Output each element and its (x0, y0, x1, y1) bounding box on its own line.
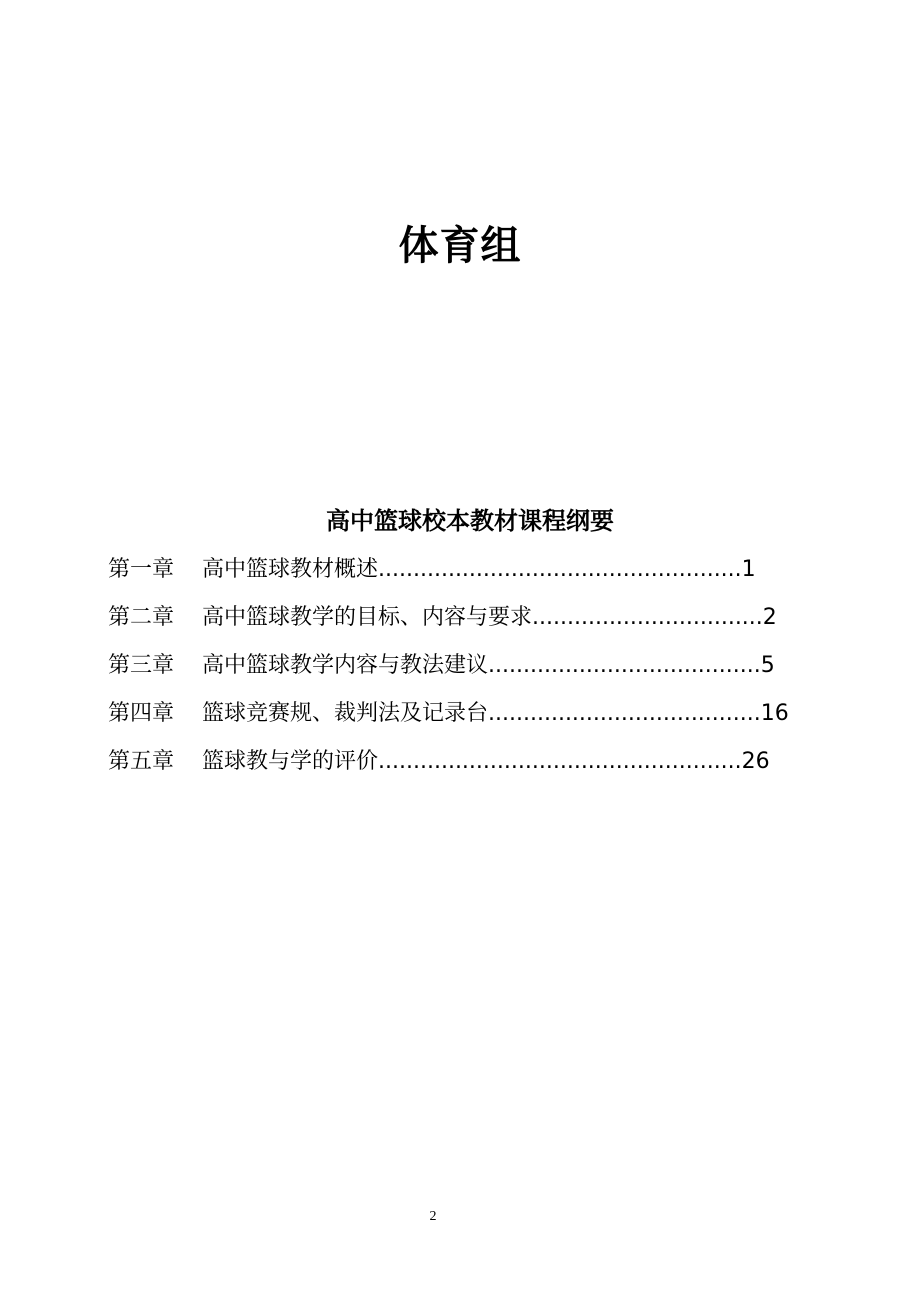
toc-entry (108, 648, 808, 696)
toc-chapter-label: 第一章 (108, 557, 175, 582)
toc-chapter-label: 第五章 (108, 749, 175, 774)
toc-entry (108, 600, 808, 648)
toc-entry (108, 552, 808, 600)
toc-chapter-title: 篮球竞赛规、裁判法及记录台 (202, 701, 489, 726)
toc-chapter-label: 第三章 (108, 653, 175, 678)
toc-chapter-title: 高中篮球教学的目标、内容与要求 (202, 605, 533, 630)
toc-chapter-label: 第二章 (108, 605, 175, 630)
toc-page-number: 26 (741, 749, 770, 774)
toc-page-number: 5 (760, 653, 775, 678)
toc-heading: 高中篮球校本教材课程纲要 (326, 507, 614, 535)
page-number: 2 (429, 1209, 437, 1224)
toc-chapter-title: 篮球教与学的评价 (202, 749, 379, 774)
toc-entry (108, 696, 808, 744)
toc-chapter-label: 第四章 (108, 701, 175, 726)
toc-leader-dots: .................................................... (378, 557, 742, 582)
toc-leader-dots: .................................................... (378, 749, 742, 774)
toc-leader-dots: ....................................... (488, 701, 761, 726)
toc-entry (108, 744, 808, 792)
toc-leader-dots: ....................................... (488, 653, 761, 678)
toc-page-number: 2 (762, 605, 777, 630)
toc-chapter-title: 高中篮球教学内容与教法建议 (202, 653, 489, 678)
toc-chapter-title: 高中篮球教材概述 (202, 557, 379, 582)
toc-page-number: 16 (760, 701, 789, 726)
page-title: 体育组 (398, 223, 522, 269)
toc-leader-dots: ................................. (532, 605, 763, 630)
table-of-contents (108, 552, 808, 792)
toc-page-number: 1 (741, 557, 756, 582)
